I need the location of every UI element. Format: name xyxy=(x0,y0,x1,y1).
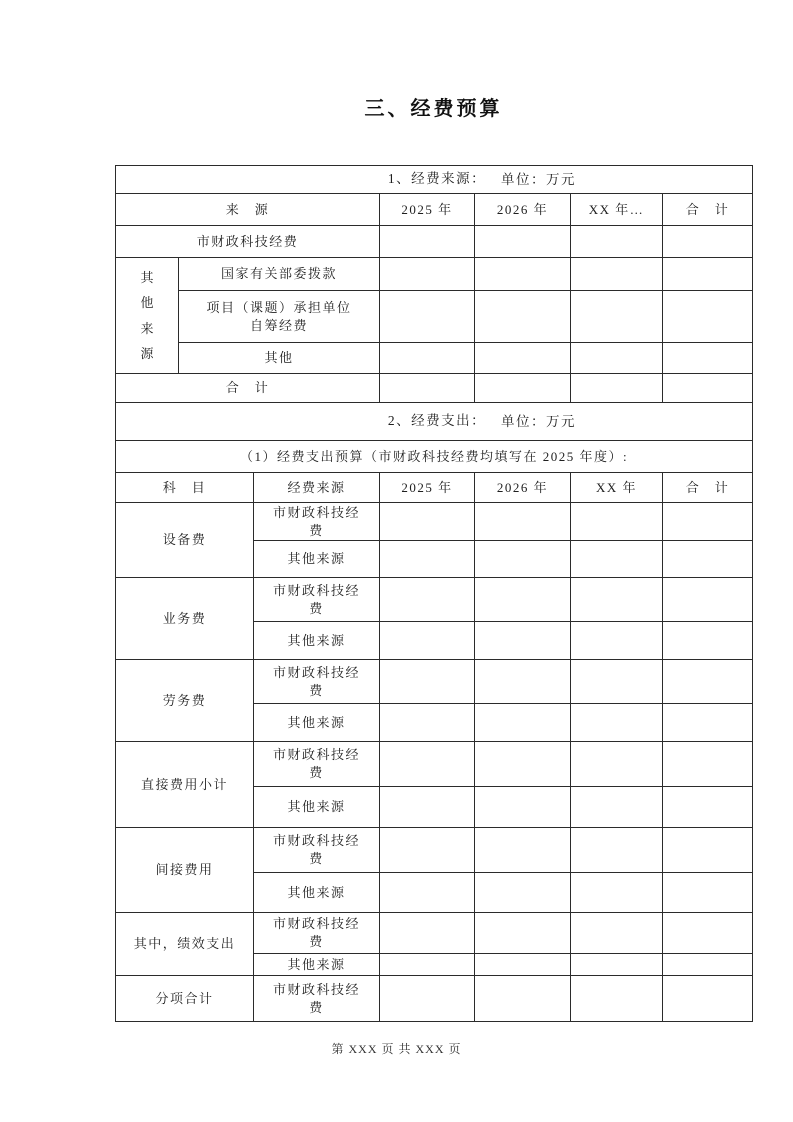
table-row xyxy=(116,258,753,291)
value-cell[interactable] xyxy=(663,622,753,660)
col-header-funding-source: 经费来源 xyxy=(254,473,380,503)
value-cell[interactable] xyxy=(571,541,663,578)
col-header-source: 来 源 xyxy=(116,194,380,226)
value-cell[interactable] xyxy=(663,578,753,622)
value-cell[interactable] xyxy=(663,954,753,976)
value-cell[interactable] xyxy=(380,873,475,913)
funding-sources-section-header xyxy=(116,166,753,194)
value-cell[interactable] xyxy=(380,541,475,578)
col-header-xx-year: XX 年… xyxy=(571,194,663,226)
source-other: 其他来源 xyxy=(254,873,380,913)
value-cell[interactable] xyxy=(380,503,475,541)
value-cell[interactable] xyxy=(663,742,753,787)
row-group-label-other-sources: 其他来源 xyxy=(116,258,179,374)
source-other: 其他来源 xyxy=(254,704,380,742)
value-cell[interactable] xyxy=(475,291,571,343)
col-header-2025: 2025 年 xyxy=(380,473,475,503)
value-cell[interactable] xyxy=(571,578,663,622)
value-cell[interactable] xyxy=(663,913,753,954)
value-cell[interactable] xyxy=(380,226,475,258)
col-header-subject: 科 目 xyxy=(116,473,254,503)
value-cell[interactable] xyxy=(475,954,571,976)
value-cell[interactable] xyxy=(475,976,571,1022)
category-itemized-total: 分项合计 xyxy=(116,976,254,1022)
table-row xyxy=(116,660,753,704)
row-label-self-raised: 项目（课题）承担单位自筹经费 xyxy=(179,291,380,343)
expenditure-label: 2、经费支出： xyxy=(387,413,487,429)
value-cell[interactable] xyxy=(475,787,571,828)
col-header-2025: 2025 年 xyxy=(380,194,475,226)
source-other: 其他来源 xyxy=(254,622,380,660)
source-other: 其他来源 xyxy=(254,787,380,828)
expenditure-section-header xyxy=(116,403,753,441)
value-cell[interactable] xyxy=(380,742,475,787)
source-other: 其他来源 xyxy=(254,954,380,976)
source-city-fiscal: 市财政科技经费 xyxy=(254,503,380,541)
value-cell[interactable] xyxy=(475,828,571,873)
table-row xyxy=(116,226,753,258)
category-indirect: 间接费用 xyxy=(116,828,254,913)
value-cell[interactable] xyxy=(475,374,571,403)
value-cell[interactable] xyxy=(380,343,475,374)
source-city-fiscal: 市财政科技经费 xyxy=(254,976,380,1022)
value-cell[interactable] xyxy=(475,913,571,954)
value-cell[interactable] xyxy=(663,704,753,742)
expenditure-note: （1）经费支出预算（市财政科技经费均填写在 2025 年度）: xyxy=(116,441,753,473)
table-row xyxy=(116,742,753,787)
value-cell[interactable] xyxy=(571,503,663,541)
source-city-fiscal: 市财政科技经费 xyxy=(254,913,380,954)
page-title: 三、经费预算 xyxy=(364,98,503,120)
value-cell[interactable] xyxy=(571,704,663,742)
row-label-city-fiscal: 市财政科技经费 xyxy=(116,226,380,258)
value-cell[interactable] xyxy=(475,258,571,291)
value-cell[interactable] xyxy=(571,226,663,258)
value-cell[interactable] xyxy=(571,787,663,828)
value-cell[interactable] xyxy=(663,541,753,578)
category-direct-subtotal: 直接费用小计 xyxy=(116,742,254,828)
value-cell[interactable] xyxy=(663,503,753,541)
value-cell[interactable] xyxy=(571,622,663,660)
budget-table xyxy=(115,165,753,1022)
source-other: 其他来源 xyxy=(254,541,380,578)
value-cell[interactable] xyxy=(380,913,475,954)
table-row xyxy=(116,291,753,343)
col-header-xx-year: XX 年 xyxy=(571,473,663,503)
value-cell[interactable] xyxy=(663,291,753,343)
category-performance: 其中，绩效支出 xyxy=(116,913,254,976)
value-cell[interactable] xyxy=(571,291,663,343)
value-cell[interactable] xyxy=(663,660,753,704)
value-cell[interactable] xyxy=(380,258,475,291)
value-cell[interactable] xyxy=(380,976,475,1022)
table-row xyxy=(116,374,753,403)
value-cell[interactable] xyxy=(475,503,571,541)
col-header-2026: 2026 年 xyxy=(475,473,571,503)
value-cell[interactable] xyxy=(663,976,753,1022)
value-cell[interactable] xyxy=(475,742,571,787)
source-city-fiscal: 市财政科技经费 xyxy=(254,828,380,873)
value-cell[interactable] xyxy=(663,226,753,258)
value-cell[interactable] xyxy=(380,954,475,976)
value-cell[interactable] xyxy=(475,541,571,578)
table-row xyxy=(116,578,753,622)
value-cell[interactable] xyxy=(380,291,475,343)
value-cell[interactable] xyxy=(571,374,663,403)
value-cell[interactable] xyxy=(663,374,753,403)
value-cell[interactable] xyxy=(475,622,571,660)
value-cell[interactable] xyxy=(571,742,663,787)
value-cell[interactable] xyxy=(663,828,753,873)
value-cell[interactable] xyxy=(380,828,475,873)
value-cell[interactable] xyxy=(571,913,663,954)
value-cell[interactable] xyxy=(475,226,571,258)
col-header-2026: 2026 年 xyxy=(475,194,571,226)
value-cell[interactable] xyxy=(663,873,753,913)
value-cell[interactable] xyxy=(571,976,663,1022)
table-row xyxy=(116,503,753,541)
row-label-national-grant: 国家有关部委拨款 xyxy=(179,258,380,291)
value-cell[interactable] xyxy=(475,343,571,374)
funding-sources-label: 1、经费来源： xyxy=(387,171,487,187)
col-header-total: 合 计 xyxy=(663,473,753,503)
category-operations: 业务费 xyxy=(116,578,254,660)
value-cell[interactable] xyxy=(380,578,475,622)
value-cell[interactable] xyxy=(663,787,753,828)
value-cell[interactable] xyxy=(475,704,571,742)
source-city-fiscal: 市财政科技经费 xyxy=(254,578,380,622)
value-cell[interactable] xyxy=(571,660,663,704)
value-cell[interactable] xyxy=(475,578,571,622)
value-cell[interactable] xyxy=(663,258,753,291)
value-cell[interactable] xyxy=(571,258,663,291)
table-row xyxy=(116,913,753,954)
value-cell[interactable] xyxy=(380,787,475,828)
source-city-fiscal: 市财政科技经费 xyxy=(254,742,380,787)
value-cell[interactable] xyxy=(475,873,571,913)
expenditure-unit-label: 单位：万元 xyxy=(501,413,576,429)
value-cell[interactable] xyxy=(571,954,663,976)
value-cell[interactable] xyxy=(663,343,753,374)
value-cell[interactable] xyxy=(380,622,475,660)
page-number-footer: 第 XXX 页 共 XXX 页 xyxy=(331,1042,462,1056)
value-cell[interactable] xyxy=(571,828,663,873)
source-city-fiscal: 市财政科技经费 xyxy=(254,660,380,704)
category-labor: 劳务费 xyxy=(116,660,254,742)
value-cell[interactable] xyxy=(380,374,475,403)
value-cell[interactable] xyxy=(380,704,475,742)
funding-sources-unit-label: 单位：万元 xyxy=(501,171,576,187)
value-cell[interactable] xyxy=(475,660,571,704)
row-label-other: 其他 xyxy=(179,343,380,374)
col-header-total: 合 计 xyxy=(663,194,753,226)
table-row xyxy=(116,343,753,374)
value-cell[interactable] xyxy=(571,343,663,374)
table-row xyxy=(116,976,753,1022)
category-equipment: 设备费 xyxy=(116,503,254,578)
row-label-sources-total: 合 计 xyxy=(116,374,380,403)
value-cell[interactable] xyxy=(380,660,475,704)
value-cell[interactable] xyxy=(571,873,663,913)
table-row xyxy=(116,828,753,873)
